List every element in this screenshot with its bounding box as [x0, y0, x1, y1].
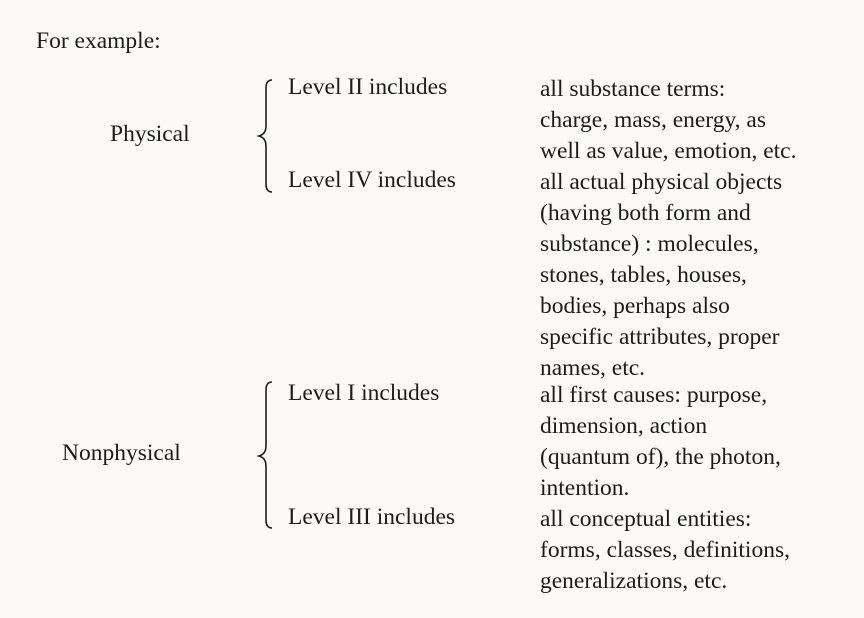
category-physical: Physical [110, 121, 190, 147]
description-line: substance) : molecules, [540, 231, 759, 257]
description-line: charge, mass, energy, as [540, 107, 767, 133]
description-line: well as value, emotion, etc. [540, 138, 797, 164]
description-line: all first causes: purpose, [540, 382, 768, 408]
description-line: specific attributes, proper [540, 324, 780, 350]
description-line: forms, classes, definitions, [540, 537, 790, 563]
intro-text: For example: [36, 28, 161, 54]
level-iv-description [540, 167, 782, 384]
description-line: all substance terms: [540, 76, 726, 102]
description-line: bodies, perhaps also [540, 293, 730, 319]
brace-physical [256, 78, 276, 194]
level-iv-label: Level IV includes [288, 167, 456, 193]
description-line: intention. [540, 475, 630, 501]
level-i-label: Level I includes [288, 380, 440, 406]
category-nonphysical: Nonphysical [62, 440, 181, 466]
description-line: (having both form and [540, 200, 751, 226]
description-line: all conceptual entities: [540, 506, 752, 532]
level-iii-description [540, 504, 790, 597]
level-ii-description [540, 74, 796, 167]
description-line: dimension, action [540, 413, 708, 439]
description-line: all actual physical objects [540, 169, 783, 195]
description-line: generalizations, etc. [540, 568, 728, 594]
level-ii-label: Level II includes [288, 74, 448, 100]
description-line: (quantum of), the photon, [540, 444, 781, 470]
level-i-description [540, 380, 781, 504]
brace-nonphysical [256, 380, 276, 530]
level-iii-label: Level III includes [288, 504, 456, 530]
description-line: stones, tables, houses, [540, 262, 747, 288]
description-line: names, etc. [540, 355, 646, 381]
